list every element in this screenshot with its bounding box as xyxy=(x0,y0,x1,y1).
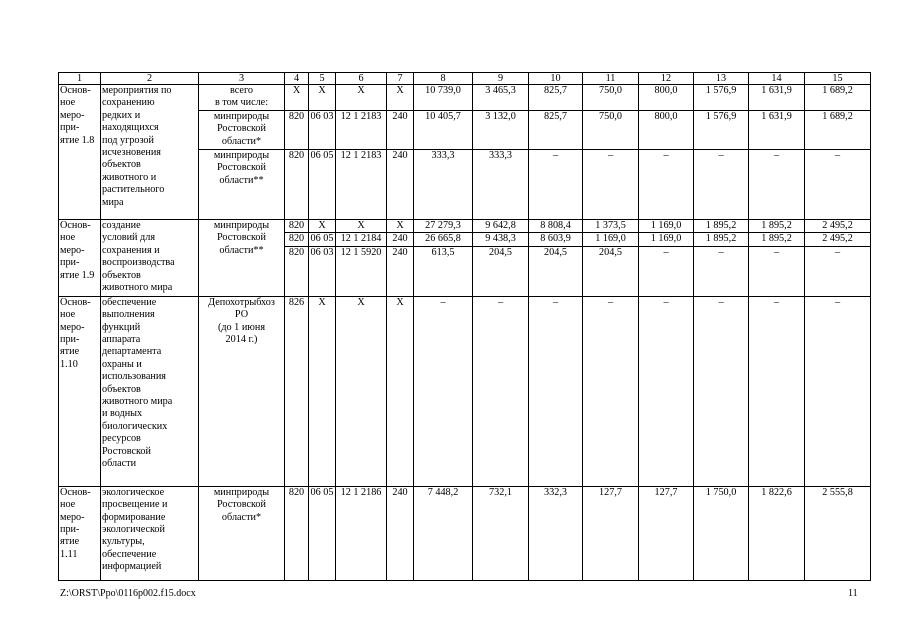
value-cell: – xyxy=(805,246,871,296)
value-cell: 1 895,2 xyxy=(749,233,805,246)
value-cell: – xyxy=(805,150,871,220)
csr-cell: Х xyxy=(336,220,387,233)
measure-cell: Основ- ное меро- при- ятие 1.10 xyxy=(59,296,101,486)
value-cell: 750,0 xyxy=(583,111,639,150)
measure-cell: Основ- ное меро- при- ятие 1.11 xyxy=(59,486,101,580)
grbs-cell: 820 xyxy=(285,486,309,580)
file-path: Z:\ORST\Ppo\0116p002.f15.docx xyxy=(60,588,196,599)
value-cell: 10 405,7 xyxy=(414,111,473,150)
value-cell: – xyxy=(414,296,473,486)
description-cell: мероприятия по сохранению редких и находящихся под угрозой исчезновения объектов животного и растительного мира xyxy=(101,85,199,220)
value-cell: – xyxy=(529,296,583,486)
description-cell: экологическое просвещение и формирование экологической культуры, обеспечение информацией xyxy=(101,486,199,580)
csr-cell: Х xyxy=(336,296,387,486)
csr-cell: 12 1 2183 xyxy=(336,111,387,150)
value-cell: 204,5 xyxy=(583,246,639,296)
vr-cell: 240 xyxy=(387,486,414,580)
value-cell: 732,1 xyxy=(473,486,529,580)
col-header: 5 xyxy=(309,73,336,85)
vr-cell: Х xyxy=(387,296,414,486)
value-cell: 1 169,0 xyxy=(639,220,694,233)
description-cell: обеспечение выполнения функций аппарата департамента охраны и использования объектов животного мира и водных биологических ресурсов Ростовской области xyxy=(101,296,199,486)
col-header: 10 xyxy=(529,73,583,85)
table-row xyxy=(59,486,871,580)
value-cell: 204,5 xyxy=(473,246,529,296)
rzpr-cell: 06 05 xyxy=(309,150,336,220)
value-cell: 8 808,4 xyxy=(529,220,583,233)
value-cell: 7 448,2 xyxy=(414,486,473,580)
vr-cell: 240 xyxy=(387,233,414,246)
value-cell: – xyxy=(639,150,694,220)
grbs-cell: 820 xyxy=(285,150,309,220)
col-header: 14 xyxy=(749,73,805,85)
value-cell: 333,3 xyxy=(414,150,473,220)
col-header: 3 xyxy=(199,73,285,85)
value-cell: 127,7 xyxy=(639,486,694,580)
grbs-cell: 820 xyxy=(285,233,309,246)
value-cell: 9 642,8 xyxy=(473,220,529,233)
col-header: 9 xyxy=(473,73,529,85)
value-cell: – xyxy=(749,150,805,220)
value-cell: 332,3 xyxy=(529,486,583,580)
col-header: 13 xyxy=(694,73,749,85)
page-number: 11 xyxy=(848,588,858,599)
col-header: 4 xyxy=(285,73,309,85)
vr-cell: 240 xyxy=(387,246,414,296)
value-cell: 1 169,0 xyxy=(583,233,639,246)
value-cell: 127,7 xyxy=(583,486,639,580)
value-cell: – xyxy=(694,296,749,486)
measure-cell: Основ- ное меро- при- ятие 1.8 xyxy=(59,85,101,220)
description-cell: создание условий для сохранения и воспроизводства объектов животного мира xyxy=(101,220,199,297)
col-header: 7 xyxy=(387,73,414,85)
value-cell: 3 132,0 xyxy=(473,111,529,150)
value-cell: 1 895,2 xyxy=(694,233,749,246)
csr-cell: 12 1 2186 xyxy=(336,486,387,580)
value-cell: 613,5 xyxy=(414,246,473,296)
table-row xyxy=(59,296,871,486)
value-cell: – xyxy=(639,296,694,486)
value-cell: 825,7 xyxy=(529,111,583,150)
grbs-cell: 820 xyxy=(285,220,309,233)
value-cell: 2 495,2 xyxy=(805,233,871,246)
value-cell: 800,0 xyxy=(639,111,694,150)
header-row xyxy=(59,73,871,85)
vr-cell: Х xyxy=(387,220,414,233)
value-cell: 26 665,8 xyxy=(414,233,473,246)
value-cell: 1 822,6 xyxy=(749,486,805,580)
executor-cell: минприроды Ростовской области* xyxy=(199,486,285,580)
value-cell: 1 631,9 xyxy=(749,111,805,150)
col-header: 8 xyxy=(414,73,473,85)
table-row xyxy=(59,220,871,233)
value-cell: – xyxy=(583,296,639,486)
table-row xyxy=(59,85,871,111)
value-cell: – xyxy=(749,246,805,296)
executor-cell: минприроды Ростовской области* xyxy=(199,111,285,150)
value-cell: 1 750,0 xyxy=(694,486,749,580)
executor-cell: минприроды Ростовской области** xyxy=(199,150,285,220)
value-cell: 1 631,9 xyxy=(749,85,805,111)
csr-cell: 12 1 5920 xyxy=(336,246,387,296)
vr-cell: Х xyxy=(387,85,414,111)
value-cell: 1 689,2 xyxy=(805,111,871,150)
csr-cell: 12 1 2183 xyxy=(336,150,387,220)
value-cell: 8 603,9 xyxy=(529,233,583,246)
value-cell: 10 739,0 xyxy=(414,85,473,111)
executor-cell: Депохотрыбхоз РО (до 1 июня 2014 г.) xyxy=(199,296,285,486)
value-cell: 1 689,2 xyxy=(805,85,871,111)
value-cell: – xyxy=(694,246,749,296)
value-cell: 27 279,3 xyxy=(414,220,473,233)
csr-cell: 12 1 2184 xyxy=(336,233,387,246)
budget-table xyxy=(58,72,871,581)
rzpr-cell: Х xyxy=(309,85,336,111)
executor-cell: всего в том числе: xyxy=(199,85,285,111)
rzpr-cell: Х xyxy=(309,296,336,486)
rzpr-cell: 06 03 xyxy=(309,246,336,296)
value-cell: – xyxy=(529,150,583,220)
col-header: 15 xyxy=(805,73,871,85)
rzpr-cell: 06 05 xyxy=(309,486,336,580)
value-cell: – xyxy=(805,296,871,486)
value-cell: – xyxy=(694,150,749,220)
col-header: 6 xyxy=(336,73,387,85)
value-cell: 2 555,8 xyxy=(805,486,871,580)
executor-cell: минприроды Ростовской области** xyxy=(199,220,285,297)
value-cell: 1 576,9 xyxy=(694,111,749,150)
value-cell: 1 373,5 xyxy=(583,220,639,233)
value-cell: 825,7 xyxy=(529,85,583,111)
grbs-cell: Х xyxy=(285,85,309,111)
col-header: 11 xyxy=(583,73,639,85)
vr-cell: 240 xyxy=(387,150,414,220)
csr-cell: Х xyxy=(336,85,387,111)
value-cell: 2 495,2 xyxy=(805,220,871,233)
value-cell: – xyxy=(749,296,805,486)
value-cell: 1 576,9 xyxy=(694,85,749,111)
value-cell: – xyxy=(639,246,694,296)
rzpr-cell: 06 03 xyxy=(309,111,336,150)
col-header: 2 xyxy=(101,73,199,85)
value-cell: 333,3 xyxy=(473,150,529,220)
value-cell: 1 895,2 xyxy=(694,220,749,233)
measure-cell: Основ- ное меро- при- ятие 1.9 xyxy=(59,220,101,297)
value-cell: 800,0 xyxy=(639,85,694,111)
value-cell: – xyxy=(583,150,639,220)
value-cell: 1 169,0 xyxy=(639,233,694,246)
col-header: 1 xyxy=(59,73,101,85)
col-header: 12 xyxy=(639,73,694,85)
rzpr-cell: 06 05 xyxy=(309,233,336,246)
value-cell: 204,5 xyxy=(529,246,583,296)
grbs-cell: 820 xyxy=(285,246,309,296)
value-cell: 1 895,2 xyxy=(749,220,805,233)
grbs-cell: 820 xyxy=(285,111,309,150)
value-cell: 3 465,3 xyxy=(473,85,529,111)
value-cell: 750,0 xyxy=(583,85,639,111)
value-cell: 9 438,3 xyxy=(473,233,529,246)
value-cell: – xyxy=(473,296,529,486)
vr-cell: 240 xyxy=(387,111,414,150)
grbs-cell: 826 xyxy=(285,296,309,486)
rzpr-cell: Х xyxy=(309,220,336,233)
